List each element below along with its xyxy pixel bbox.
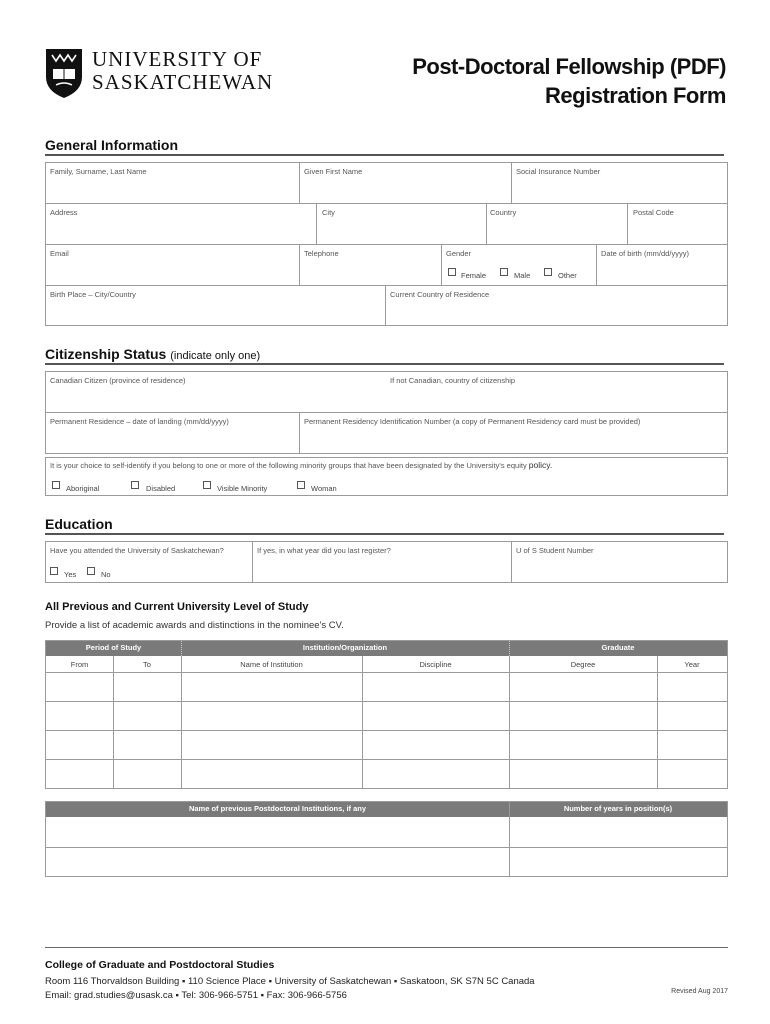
year-header: Year [684,660,700,669]
table-row[interactable] [45,730,728,731]
no-label: No [101,570,111,579]
other-checkbox[interactable] [544,268,552,276]
last-registered-year-field[interactable]: If yes, in what year did you last register? [257,546,391,555]
attended-usask-label: Have you attended the University of Saskatchewan? [50,546,224,555]
canadian-citizen-field[interactable]: Canadian Citizen (province of residence) [50,376,186,385]
telephone-field[interactable]: Telephone [304,249,339,258]
prev-postdoc-institutions-header: Name of previous Postdoctoral Institutions, if any [188,804,367,813]
form-title-line2: Registration Form [545,83,726,108]
discipline-header: Discipline [419,660,452,669]
country-field[interactable]: Country [490,208,517,217]
male-checkbox[interactable] [500,268,508,276]
gender-label: Gender [446,249,472,258]
disabled-checkbox[interactable] [131,481,139,489]
postal-code-field[interactable]: Postal Code [633,208,674,217]
disabled-label: Disabled [146,484,176,493]
university-shield-logo [44,47,84,99]
address-field[interactable]: Address [50,208,78,217]
pr-id-number-field[interactable]: Permanent Residency Identification Number (a copy of Permanent Residency card must be provided) [304,417,641,426]
table-row[interactable] [45,701,728,702]
aboriginal-checkbox[interactable] [52,481,60,489]
other-label: Other [558,271,577,280]
sin-field[interactable]: Social Insurance Number [516,167,601,176]
degree-header: Degree [570,660,596,669]
section-rule [45,533,724,535]
section-rule [45,154,724,156]
footer-rule [45,947,728,948]
female-label: Female [461,271,487,280]
section-rule [45,363,724,365]
years-in-position-header: Number of years in position(s) [563,804,673,813]
from-header: From [70,660,89,669]
form-title-line1: Post-Doctoral Fellowship (PDF) [412,54,726,79]
table-row[interactable] [45,759,728,760]
no-checkbox[interactable] [87,567,95,575]
aboriginal-label: Aboriginal [66,484,100,493]
period-of-study-header: Period of Study [85,643,142,652]
yes-checkbox[interactable] [50,567,58,575]
current-country-field[interactable]: Current Country of Residence [390,290,490,299]
institution-header: Institution/Organization [302,643,388,652]
study-subtext: Provide a list of academic awards and distinctions in the nominee's CV. [45,620,344,631]
self-identify-note: It is your choice to self-identify if you belong to one or more of the following minority groups that have been designated by the University's equity policy. [50,460,553,470]
revised-date: Revised Aug 2017 [671,988,728,995]
woman-label: Woman [311,484,337,493]
family-name-field[interactable]: Family, Surname, Last Name [50,167,147,176]
name-of-institution-header: Name of Institution [240,660,303,669]
citizenship-heading: Citizenship Status (indicate only one) [45,346,261,362]
male-label: Male [514,271,531,280]
date-of-birth-field[interactable]: Date of birth (mm/dd/yyyy) [601,249,689,258]
college-contact: Email: grad.studies@usask.ca ▪ Tel: 306-966-5751 ▪ Fax: 306-966-5756 [45,990,347,1001]
general-information-heading: General Information [45,137,179,153]
table-row[interactable] [45,847,728,848]
to-header: To [143,660,151,669]
city-field[interactable]: City [322,208,335,217]
woman-checkbox[interactable] [297,481,305,489]
birth-place-field[interactable]: Birth Place – City/Country [50,290,136,299]
female-checkbox[interactable] [448,268,456,276]
study-heading: All Previous and Current University Level of Study [45,601,309,613]
college-address: Room 116 Thorvaldson Building ▪ 110 Science Place ▪ University of Saskatchewan ▪ Saskatoon, SK S7N 5C Canada [45,976,535,987]
given-name-field[interactable]: Given First Name [304,167,363,176]
university-name-line1: UNIVERSITY OF [92,47,263,71]
visible-minority-label: Visible Minority [217,484,268,493]
yes-label: Yes [64,570,77,579]
email-field[interactable]: Email [50,249,69,258]
citizenship-subheading: (indicate only one) [170,350,261,362]
visible-minority-checkbox[interactable] [203,481,211,489]
student-number-field[interactable]: U of S Student Number [516,546,594,555]
country-of-citizenship-field[interactable]: If not Canadian, country of citizenship [390,376,516,385]
pr-landing-date-field[interactable]: Permanent Residence – date of landing (mm/dd/yyyy) [50,417,229,426]
college-name: College of Graduate and Postdoctoral Studies [45,959,275,971]
education-heading: Education [45,516,113,532]
university-name-line2: SASKATCHEWAN [92,70,274,94]
graduate-header: Graduate [601,643,635,652]
